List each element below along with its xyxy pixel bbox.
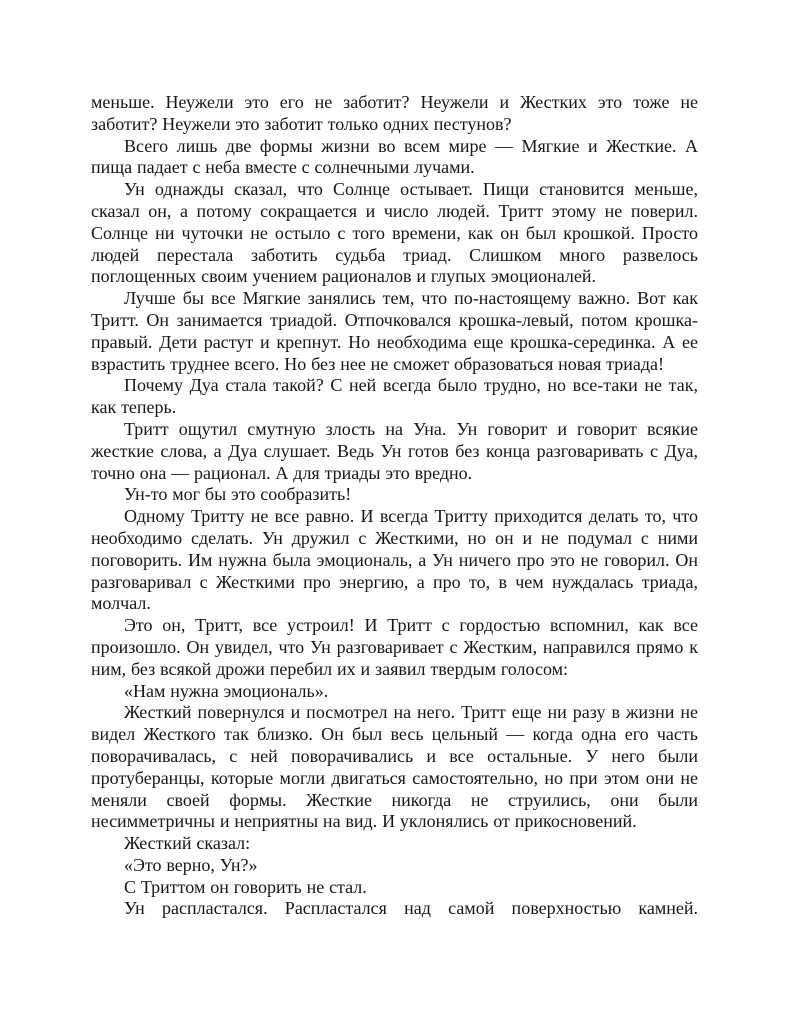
paragraph: Почему Дуа стала такой? С ней всегда было трудно, но все-таки не так, как теперь. [91, 375, 698, 418]
paragraph: Жесткий повернулся и посмотрел на него. Тритт еще ни разу в жизни не видел Жесткого так близко. Он был весь цельный — когда одна его часть поворачивалась, с ней поворачивались и все остальные. У него были протуберанцы, которые могли двигаться самостоятельно, но при этом они не меняли своей формы. Жесткие никогда не струились, они были несимметричны и неприятны на вид. И уклонялись от прикосновений. [91, 702, 698, 832]
paragraph: Ун распластался. Распластался над самой поверхностью камней. [124, 898, 698, 919]
paragraph: Одному Тритту не все равно. И всегда Тритту приходится делать то, что необходимо сделать. Ун дружил с Жесткими, но он и не подумал с ними поговорить. Им нужна была эмоциональ, а Ун ничего про это не говорил. Он разговаривал с Жесткими про энергию, а про то, в чем нуждалась триада, молчал. [91, 506, 698, 614]
paragraph: Тритт ощутил смутную злость на Уна. Ун говорит и говорит всякие жесткие слова, а Дуа слушает. Ведь Ун готов без конца разговаривать с Дуа, точно она — рационал. А для триады это вредно. [91, 418, 698, 483]
paragraph: «Нам нужна эмоциональ». [124, 680, 329, 701]
paragraph: Всего лишь две формы жизни во всем мире — Мягкие и Жесткие. А пища падает с неба вместе с солнечными лучами. [91, 135, 698, 178]
paragraph: Это он, Тритт, все устроил! И Тритт с гордостью вспомнил, как все произошло. Он увидел, что Ун разговаривает с Жестким, направился прямо к ним, без всякой дрожи перебил их и заявил твердым голосом: [91, 615, 698, 679]
paragraph: меньше. Неужели это его не заботит? Неужели и Жестких это тоже не заботит? Неужели это заботит только одних пестунов? [91, 92, 698, 134]
paragraph: Лучше бы все Мягкие занялись тем, что по-настоящему важно. Вот как Тритт. Он занимается триадой. Отпочковался крошка-левый, потом крошка-правый. Дети растут и крепнут. Но необходима еще крошка-серединка. А ее взрастить труднее всего. Но без нее не сможет образоваться новая триада! [91, 288, 698, 374]
paragraph: «Это верно, Ун?» [124, 854, 258, 875]
paragraph: Ун однажды сказал, что Солнце остывает. Пищи становится меньше, сказал он, а потому сокращается и число людей. Тритт этому не поверил. Солнце ни чуточки не остыло с того времени, как он был крошкой. Просто людей перестала заботить судьба триад. Слишком много развелось поглощенных своим учением рационалов и глупых эмоционалей. [91, 179, 698, 287]
paragraph: Ун-то мог бы это сообразить! [124, 484, 352, 505]
paragraph: Жесткий сказал: [124, 833, 251, 854]
paragraph: С Триттом он говорить не стал. [124, 876, 367, 897]
text-block [91, 92, 698, 920]
